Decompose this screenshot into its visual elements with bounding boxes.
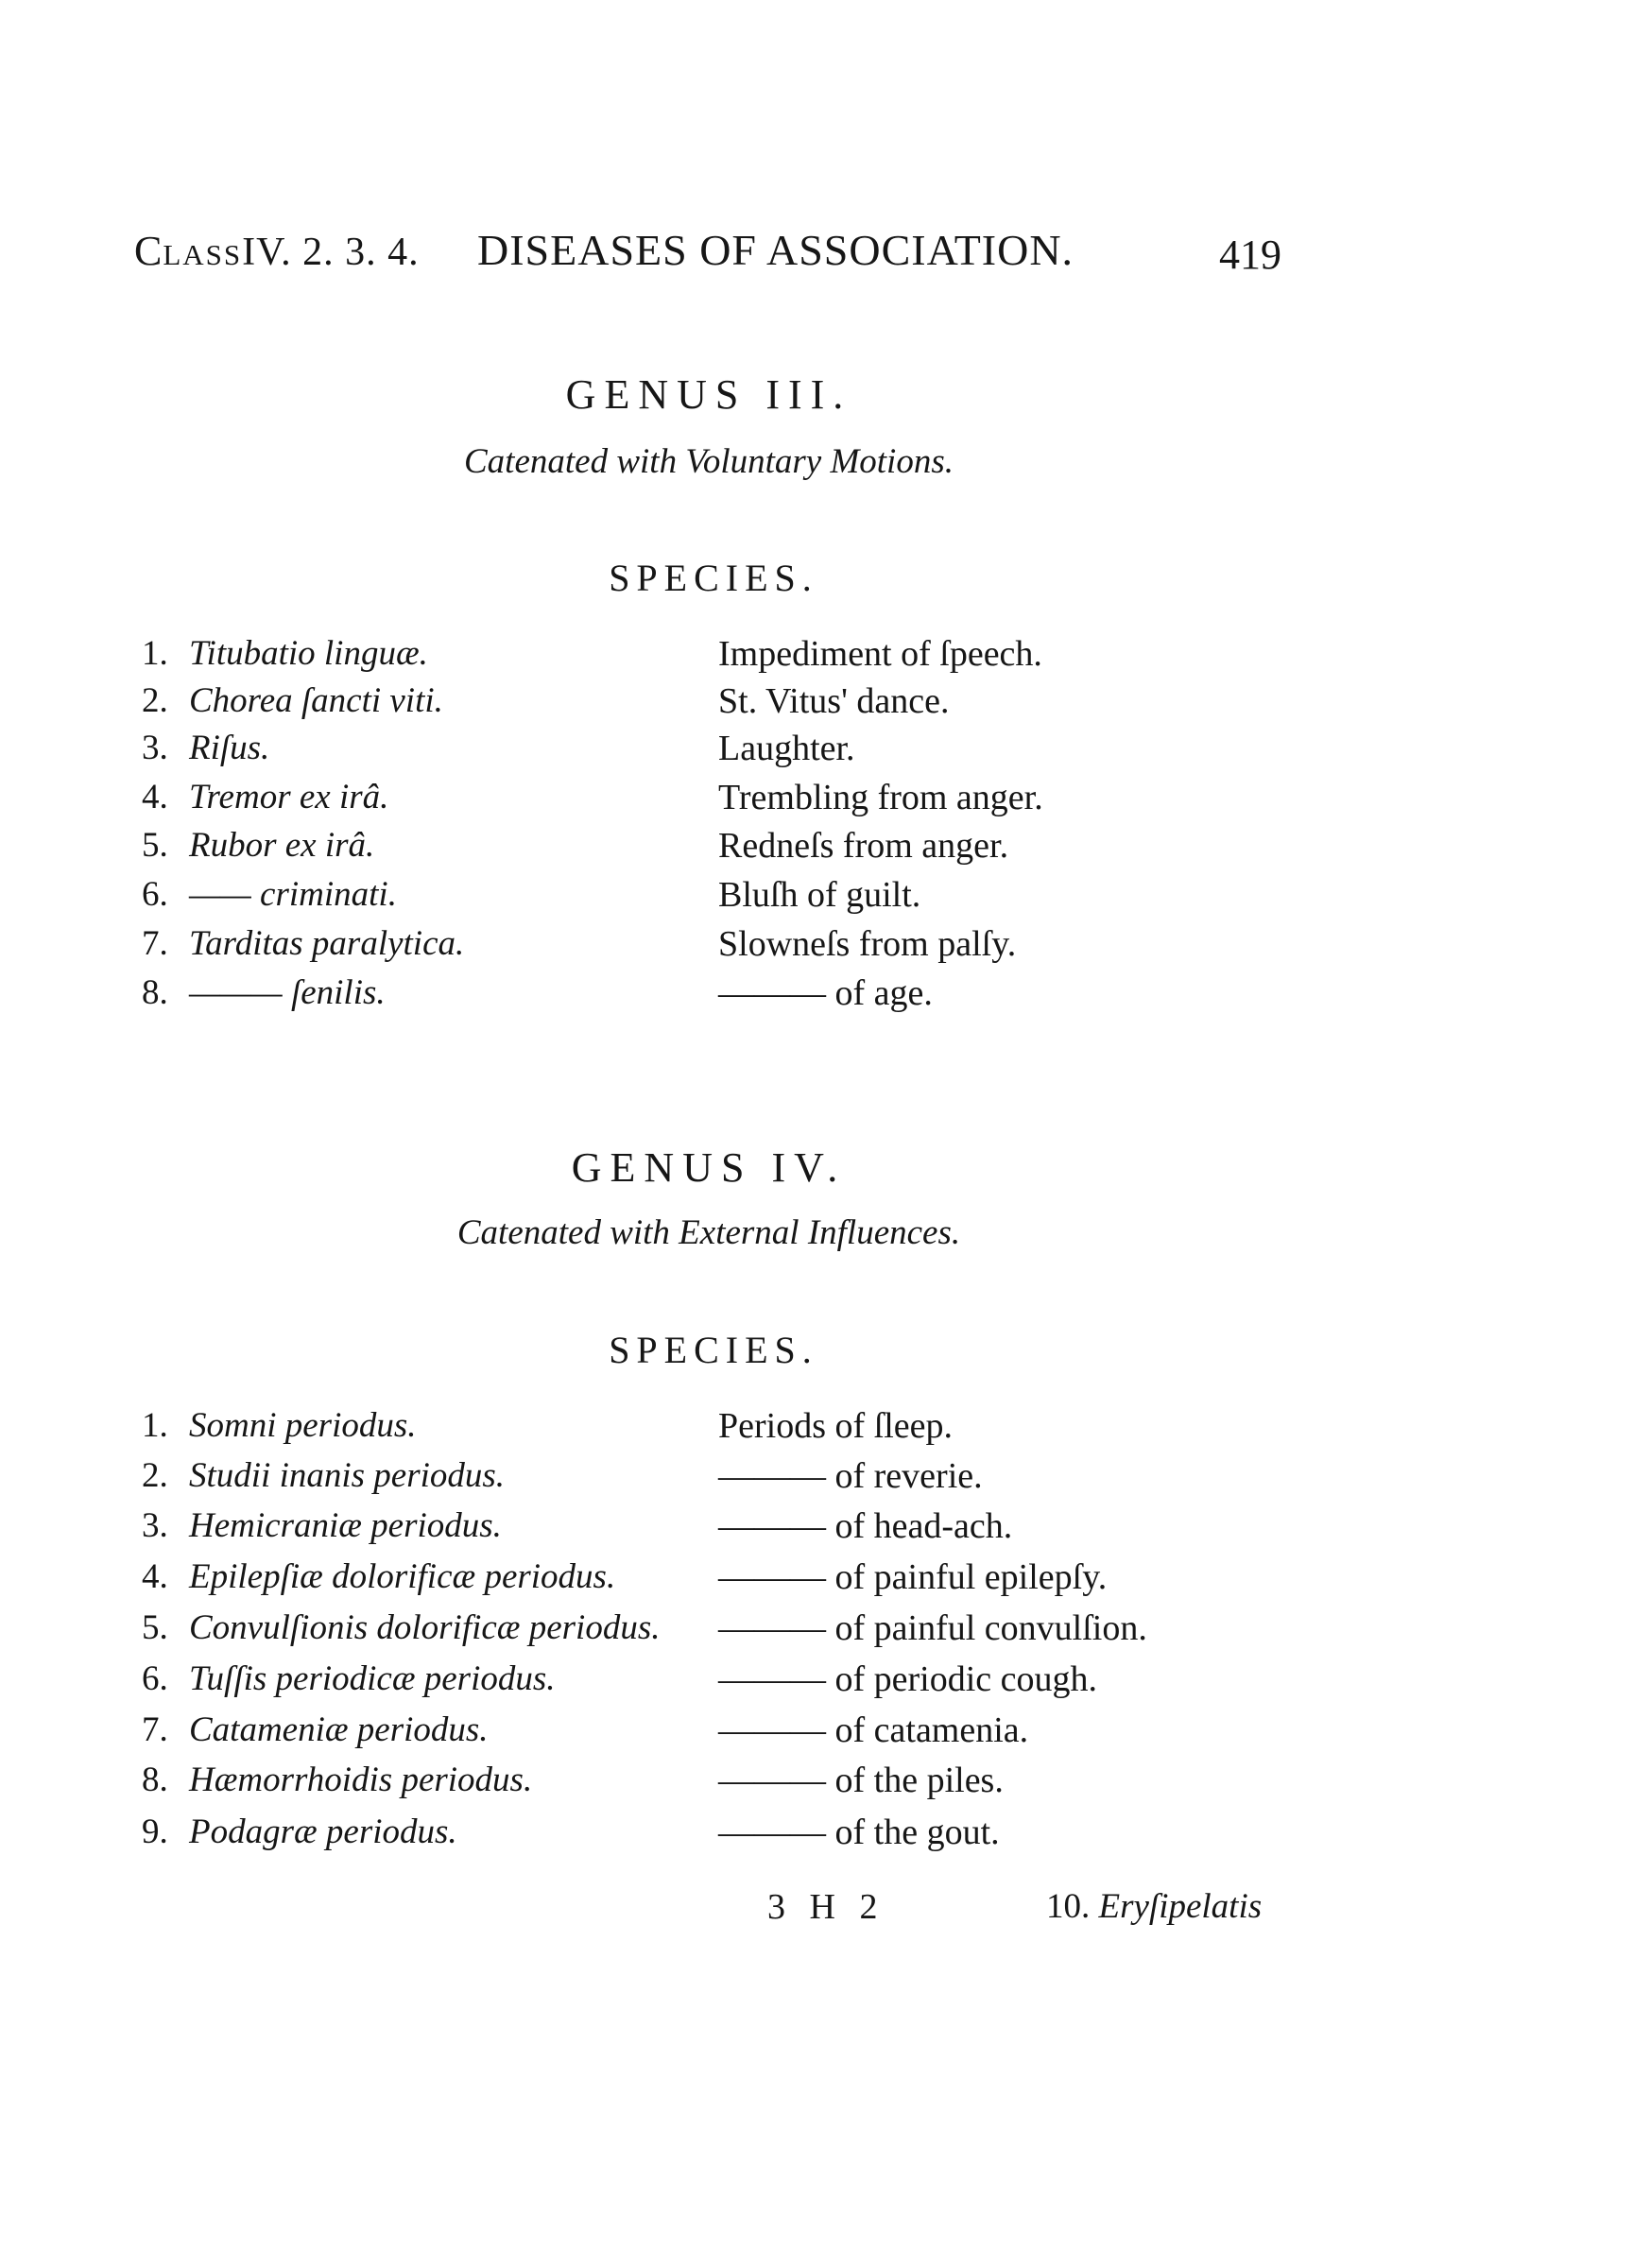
- latin-name: Hemicraniæ periodus.: [189, 1506, 502, 1545]
- list-item: [0, 874, 1633, 923]
- list-item: [0, 680, 1633, 730]
- genus-3-species-heading: SPECIES.: [609, 557, 818, 599]
- signature-mark: 3 H 2: [767, 1887, 885, 1927]
- latin-name: Rubor ex irâ.: [189, 826, 375, 865]
- item-number: 4.: [142, 1557, 168, 1596]
- english-name: Impediment of ſpeech.: [718, 634, 1042, 674]
- latin-name: Somni periodus.: [189, 1406, 417, 1445]
- item-number: 4.: [142, 778, 168, 816]
- class-cap: C: [134, 228, 163, 274]
- item-number: 5.: [142, 826, 168, 865]
- latin-name: Podagræ periodus.: [189, 1813, 457, 1851]
- running-head-class: [134, 227, 420, 275]
- list-item: [0, 923, 1633, 972]
- class-number: IV. 2. 3. 4.: [242, 231, 420, 274]
- english-name: Bluſh of guilt.: [718, 875, 921, 915]
- list-item: [0, 825, 1633, 874]
- item-number: 6.: [142, 875, 168, 914]
- english-name: ——— of the piles.: [718, 1761, 1004, 1800]
- list-item: [0, 1812, 1633, 1861]
- english-name: ——— of periodic cough.: [718, 1659, 1098, 1699]
- latin-name: Titubatio linguæ.: [189, 634, 428, 673]
- list-item: [0, 1710, 1633, 1759]
- english-name: ——— of reverie.: [718, 1456, 983, 1496]
- latin-name: Tremor ex irâ.: [189, 778, 389, 816]
- list-item: [0, 1607, 1633, 1657]
- english-name: ——— of painful epilepſy.: [718, 1557, 1108, 1597]
- latin-name: Chorea ſancti viti.: [189, 681, 443, 720]
- catchword-word: Eryſipelatis: [1098, 1887, 1263, 1926]
- english-name: Periods of ſleep.: [718, 1406, 954, 1446]
- list-item: [0, 777, 1633, 826]
- list-item: [0, 1556, 1633, 1606]
- english-name: ——— of catamenia.: [718, 1710, 1029, 1750]
- item-number: 7.: [142, 924, 168, 963]
- genus-4-subtitle: Catenated with External Influences.: [456, 1213, 961, 1252]
- catchword: [1046, 1886, 1262, 1927]
- item-number: 7.: [142, 1710, 168, 1749]
- genus-4-species-heading: SPECIES.: [609, 1329, 818, 1371]
- list-item: [0, 972, 1633, 1022]
- english-name: Laughter.: [718, 729, 855, 768]
- english-name: Trembling from anger.: [718, 778, 1043, 817]
- list-item: [0, 633, 1633, 682]
- latin-name: Tuſſis periodicæ periodus.: [189, 1659, 556, 1698]
- list-item: [0, 1658, 1633, 1708]
- list-item: [0, 1455, 1633, 1504]
- genus-3-heading: GENUS III.: [565, 371, 852, 418]
- item-number: 3.: [142, 1506, 168, 1545]
- genus-4-heading: GENUS IV.: [571, 1144, 847, 1191]
- running-head-title: DISEASES OF ASSOCIATION.: [477, 226, 1074, 274]
- list-item: [0, 728, 1633, 777]
- item-number: 9.: [142, 1813, 168, 1851]
- page-number: 419: [1219, 232, 1281, 278]
- latin-name: Catameniæ periodus.: [189, 1710, 489, 1749]
- english-name: ——— of head-ach.: [718, 1506, 1013, 1546]
- latin-name: Convulſionis dolorificæ periodus.: [189, 1608, 661, 1647]
- english-name: Redneſs from anger.: [718, 826, 1009, 866]
- english-name: ——— of the gout.: [718, 1813, 1000, 1852]
- item-number: 3.: [142, 729, 168, 767]
- item-number: 2.: [142, 1456, 168, 1495]
- genus-3-subtitle: Catenated with Voluntary Motions.: [464, 442, 954, 481]
- list-item: [0, 1760, 1633, 1809]
- item-number: 6.: [142, 1659, 168, 1698]
- catchword-number: 10.: [1046, 1887, 1091, 1926]
- latin-name: ——— ſenilis.: [189, 973, 386, 1012]
- english-name: Slowneſs from palſy.: [718, 924, 1017, 964]
- item-number: 1.: [142, 634, 168, 673]
- latin-name: Studii inanis periodus.: [189, 1456, 506, 1495]
- english-name: ——— of age.: [718, 973, 933, 1013]
- item-number: 1.: [142, 1406, 168, 1445]
- class-small-caps: LASS: [163, 238, 243, 271]
- item-number: 2.: [142, 681, 168, 720]
- list-item: [0, 1405, 1633, 1454]
- latin-name: Riſus.: [189, 729, 270, 767]
- latin-name: Tarditas paralytica.: [189, 924, 465, 963]
- latin-name: —— criminati.: [189, 875, 397, 914]
- item-number: 8.: [142, 1761, 168, 1799]
- english-name: St. Vitus' dance.: [718, 681, 950, 721]
- list-item: [0, 1505, 1633, 1555]
- english-name: ——— of painful convulſion.: [718, 1608, 1147, 1648]
- latin-name: Hæmorrhoidis periodus.: [189, 1761, 533, 1799]
- item-number: 8.: [142, 973, 168, 1012]
- latin-name: Epilepſiæ dolorificæ periodus.: [189, 1557, 616, 1596]
- item-number: 5.: [142, 1608, 168, 1647]
